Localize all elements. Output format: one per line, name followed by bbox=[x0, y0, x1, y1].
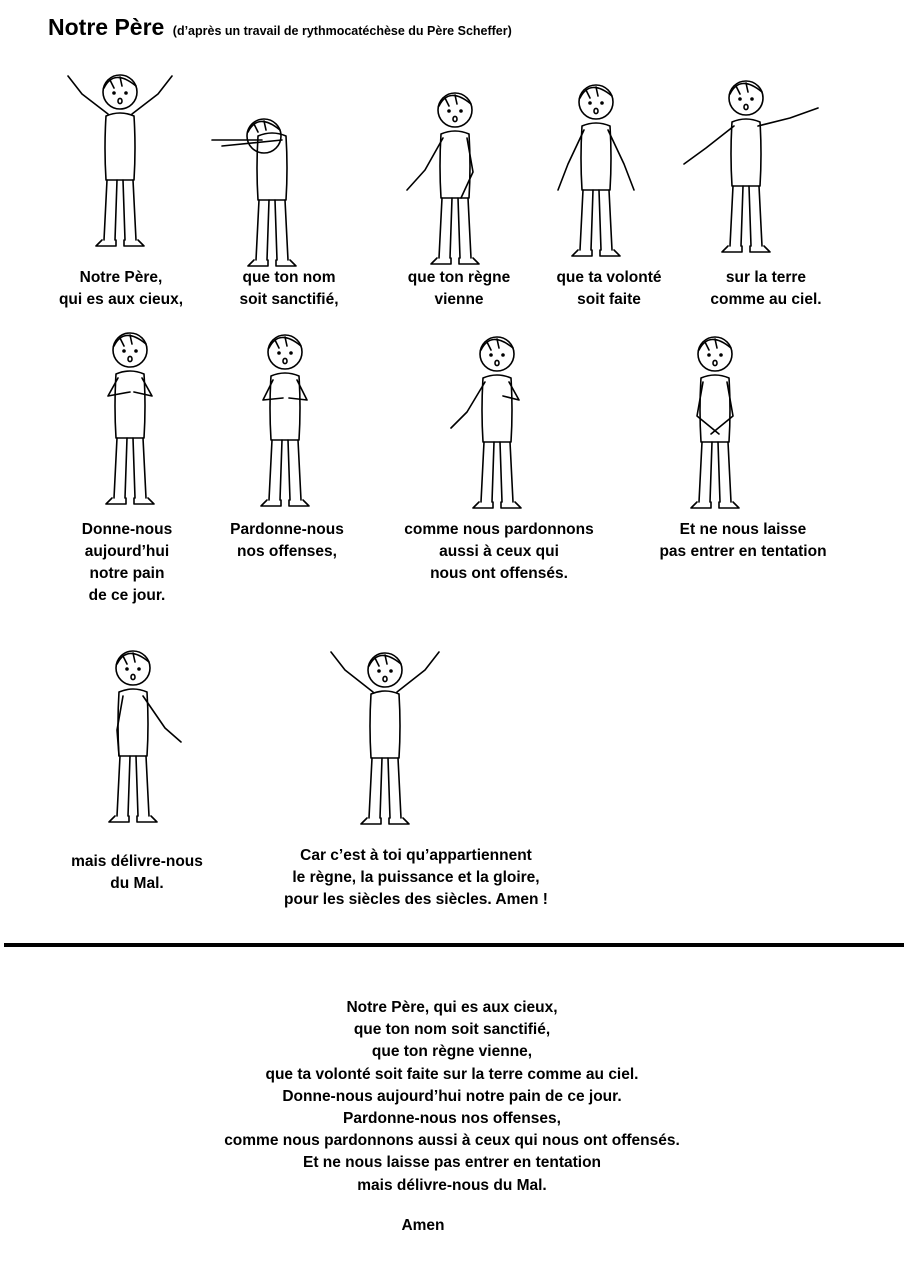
prayer-line: Pardonne-nous nos offenses, bbox=[343, 1110, 561, 1128]
gesture-caption-4: que ta volonté soit faite bbox=[556, 269, 662, 308]
gesture-caption-7: Pardonne-nous nos offenses, bbox=[230, 521, 344, 560]
page-header bbox=[48, 14, 512, 41]
gesture-caption-10: mais délivre-nous du Mal. bbox=[71, 853, 203, 892]
hands-release-down-icon bbox=[58, 648, 208, 838]
prayer-line: que ta volonté soit faite sur la terre comme au ciel. bbox=[265, 1065, 639, 1083]
page-title: Notre Père bbox=[48, 14, 165, 40]
prayer-line: que ton règne vienne, bbox=[371, 1043, 533, 1061]
prayer-line: comme nous pardonnons aussi à ceux qui nous ont offensés. bbox=[224, 1132, 680, 1150]
gesture-caption-9: Et ne nous laisse pas entrer en tentation bbox=[659, 521, 827, 560]
hands-joined-chest-icon bbox=[210, 332, 360, 522]
page-subtitle: (d’après un travail de rythmocatéchèse du Père Scheffer) bbox=[172, 24, 512, 38]
hands-crossed-low-icon bbox=[640, 334, 790, 524]
prayer-line: que ton nom soit sanctifié, bbox=[353, 1021, 551, 1039]
gesture-caption-8: comme nous pardonnons aussi à ceux qui nous ont offensés. bbox=[404, 521, 594, 582]
prayer-line: Donne-nous aujourd’hui notre pain de ce jour. bbox=[282, 1087, 622, 1105]
gesture-caption-5: sur la terre comme au ciel. bbox=[710, 269, 822, 308]
bowing-arms-forward-icon bbox=[197, 92, 347, 282]
prayer-line: Notre Père, qui es aux cieux, bbox=[346, 999, 558, 1016]
arms-raised-icon bbox=[45, 72, 195, 262]
prayer-line: mais délivre-nous du Mal. bbox=[357, 1176, 547, 1194]
section-divider bbox=[4, 943, 904, 947]
arms-lowered-open-icon bbox=[521, 82, 671, 272]
gesture-caption-11: Car c’est à toi qu’appartiennent le règne, la puissance et la gloire, pour les siècles des siècles. Amen ! bbox=[284, 847, 548, 908]
prayer-line: Et ne nous laisse pas entrer en tentation bbox=[302, 1154, 602, 1172]
gesture-caption-1: Notre Père, qui es aux cieux, bbox=[58, 269, 184, 308]
gesture-caption-6: Donne-nous aujourd’hui notre pain de ce jour. bbox=[81, 521, 173, 604]
arms-raised-final-icon bbox=[310, 650, 460, 840]
hand-open-outward-icon bbox=[422, 334, 572, 524]
prayer-amen: Amen bbox=[401, 1217, 445, 1234]
gesture-caption-2: que ton nom soit sanctifié, bbox=[239, 269, 339, 308]
hands-on-chest-icon bbox=[55, 330, 205, 520]
stepping-forward-icon bbox=[380, 90, 530, 280]
arm-sweep-icon bbox=[671, 78, 821, 268]
prayer-text bbox=[0, 997, 904, 1197]
gesture-caption-3: que ton règne vienne bbox=[407, 269, 511, 308]
